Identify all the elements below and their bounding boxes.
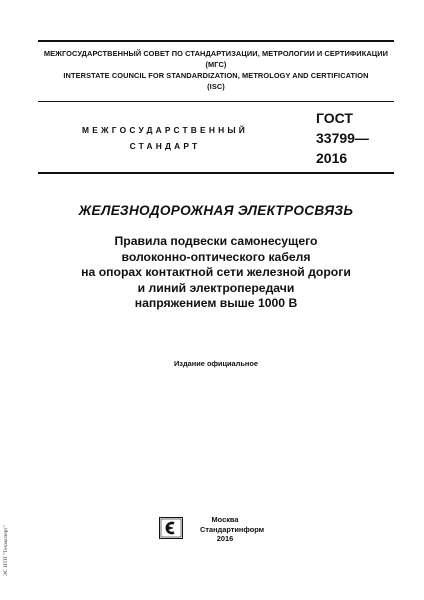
side-watermark-note: ЭС НТП "Техэксперт" [3, 525, 9, 576]
gost-label: ГОСТ [316, 110, 353, 126]
gost-number: 33799— [316, 130, 369, 146]
gost-designation [316, 108, 396, 168]
council-en-abbr: (ISC) [207, 82, 225, 91]
council-ru-abbr: (МГС) [205, 60, 227, 69]
standard-type [70, 122, 260, 154]
designation-rule [38, 172, 394, 174]
gost-year: 2016 [316, 150, 348, 166]
subtitle-line: Правила подвески самонесущего [114, 234, 318, 248]
subtitle-line: напряжением выше 1000 В [134, 296, 298, 311]
publisher-block [200, 515, 265, 544]
document-title: ЖЕЛЕЗНОДОРОЖНАЯ ЭЛЕКТРОСВЯЗЬ [78, 203, 354, 218]
subtitle-line: и линий электропередачи [137, 280, 295, 295]
publisher-year: 2016 [216, 534, 234, 544]
subtitle-line: волоконно-оптического кабеля [121, 249, 311, 264]
publisher-city: Москва [211, 515, 239, 524]
header-rule [38, 101, 394, 102]
publisher-name: Стандартинформ [200, 524, 265, 534]
council-en-line1: INTERSTATE COUNCIL FOR STANDARDIZATION, METROLOGY AND CERTIFICATION [63, 71, 369, 80]
council-header [38, 48, 394, 92]
edition-label: Издание официальное [173, 359, 258, 368]
standard-type-line2: СТАНДАРТ [129, 141, 201, 151]
document-subtitle [38, 234, 394, 312]
top-rule [38, 40, 394, 42]
standard-type-line1: МЕЖГОСУДАРСТВЕННЫЙ [82, 125, 248, 135]
standartinform-logo-icon [159, 517, 183, 539]
subtitle-line: на опорах контактной сети железной дороги [81, 265, 351, 280]
council-ru-line1: МЕЖГОСУДАРСТВЕННЫЙ СОВЕТ ПО СТАНДАРТИЗАЦИИ, МЕТРОЛОГИИ И СЕРТИФИКАЦИИ [43, 49, 389, 58]
